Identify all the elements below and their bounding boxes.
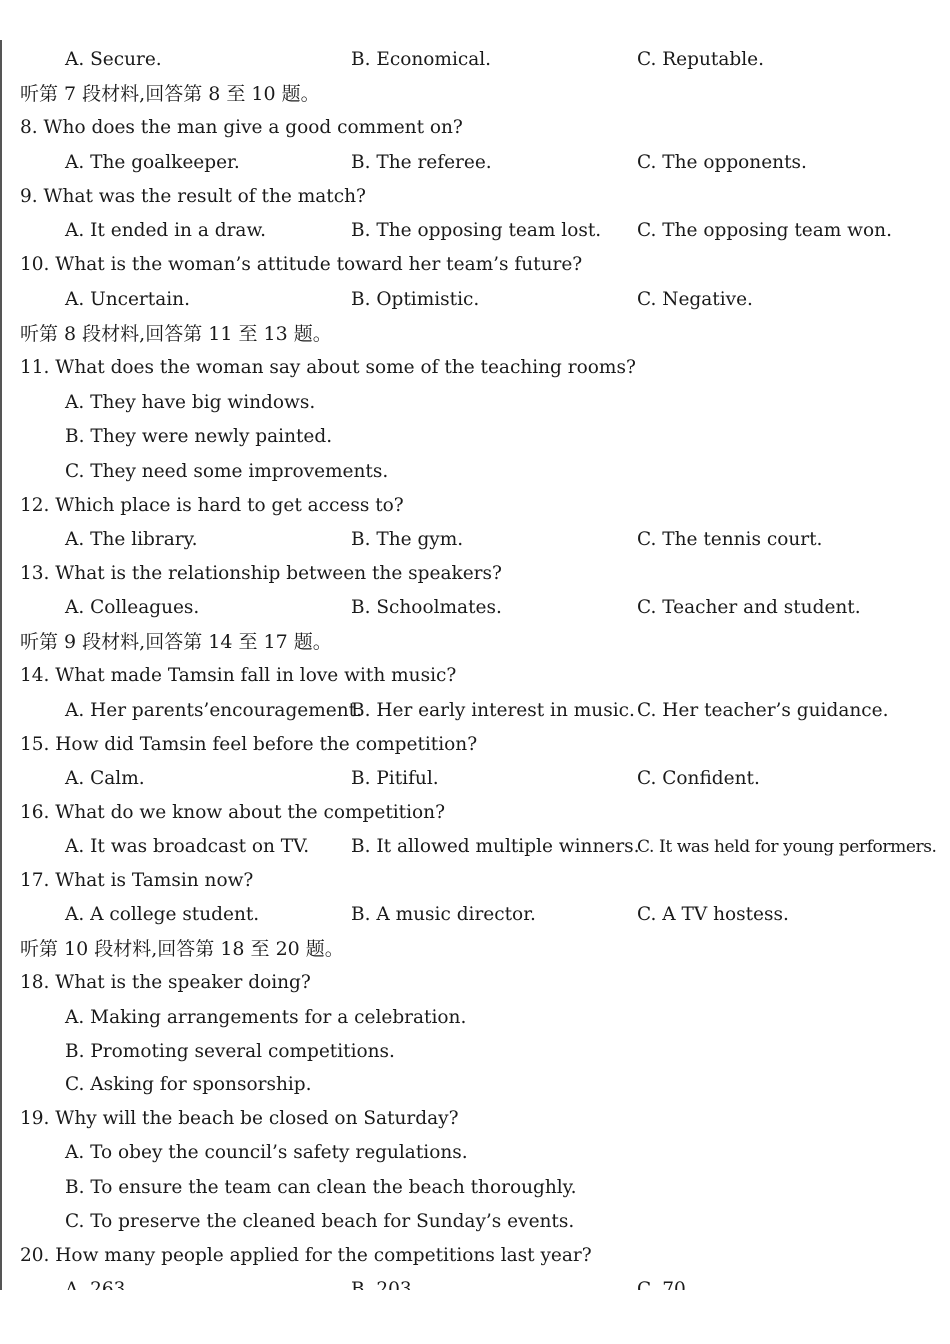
question-14: 14. What made Tamsin fall in love with music? [20, 665, 457, 686]
q7-option-c: C. Reputable. [637, 49, 764, 70]
question-8: 8. Who does the man give a good comment on? [20, 117, 463, 138]
q11-option-b: B. They were newly painted. [65, 426, 333, 447]
q9-option-b: B. The opposing team lost. [351, 220, 602, 241]
q16-option-a: A. It was broadcast on TV. [65, 836, 310, 857]
q18-option-a: A. Making arrangements for a celebration. [65, 1007, 467, 1028]
q18-option-b: B. Promoting several competitions. [65, 1041, 395, 1062]
page-cutoff [0, 1290, 950, 1344]
section-heading-9: 听第 9 段材料,回答第 14 至 17 题。 [20, 631, 332, 653]
question-12: 12. Which place is hard to get access to? [20, 495, 404, 516]
question-10: 10. What is the woman’s attitude toward her team’s future? [20, 254, 583, 275]
q10-option-b: B. Optimistic. [351, 289, 480, 310]
q7-option-b: B. Economical. [351, 49, 492, 70]
section-heading-8: 听第 8 段材料,回答第 11 至 13 题。 [20, 323, 332, 345]
question-15: 15. How did Tamsin feel before the competition? [20, 734, 478, 755]
question-9: 9. What was the result of the match? [20, 186, 366, 207]
q12-option-b: B. The gym. [351, 529, 464, 550]
question-16: 16. What do we know about the competition? [20, 802, 446, 823]
q18-option-c: C. Asking for sponsorship. [65, 1074, 312, 1095]
q13-option-a: A. Colleagues. [65, 597, 200, 618]
q17-option-a: A. A college student. [65, 904, 260, 925]
question-17: 17. What is Tamsin now? [20, 870, 254, 891]
question-20: 20. How many people applied for the competitions last year? [20, 1245, 592, 1266]
q15-option-c: C. Confident. [637, 768, 760, 789]
q17-option-b: B. A music director. [351, 904, 536, 925]
page-edge [0, 40, 2, 1290]
q12-option-c: C. The tennis court. [637, 529, 823, 550]
q9-option-c: C. The opposing team won. [637, 220, 892, 241]
section-heading-10: 听第 10 段材料,回答第 18 至 20 题。 [20, 938, 344, 960]
q10-option-c: C. Negative. [637, 289, 753, 310]
q8-option-a: A. The goalkeeper. [65, 152, 240, 173]
q10-option-a: A. Uncertain. [65, 289, 190, 310]
question-18: 18. What is the speaker doing? [20, 972, 311, 993]
q8-option-b: B. The referee. [351, 152, 492, 173]
q17-option-c: C. A TV hostess. [637, 904, 789, 925]
q19-option-a: A. To obey the council’s safety regulations. [65, 1142, 468, 1163]
section-heading-7: 听第 7 段材料,回答第 8 至 10 题。 [20, 83, 320, 105]
q19-option-b: B. To ensure the team can clean the beach thoroughly. [65, 1177, 577, 1198]
q13-option-c: C. Teacher and student. [637, 597, 861, 618]
q14-option-c: C. Her teacher’s guidance. [637, 700, 889, 721]
q15-option-b: B. Pitiful. [351, 768, 439, 789]
question-19: 19. Why will the beach be closed on Saturday? [20, 1108, 459, 1129]
q15-option-a: A. Calm. [65, 768, 145, 789]
q19-option-c: C. To preserve the cleaned beach for Sunday’s events. [65, 1211, 575, 1232]
q14-option-b: B. Her early interest in music. [351, 700, 635, 721]
q14-option-a: A. Her parents’encouragement. [65, 700, 362, 721]
question-13: 13. What is the relationship between the speakers? [20, 563, 502, 584]
q12-option-a: A. The library. [65, 529, 198, 550]
q9-option-a: A. It ended in a draw. [65, 220, 266, 241]
q13-option-b: B. Schoolmates. [351, 597, 502, 618]
q11-option-c: C. They need some improvements. [65, 461, 389, 482]
q16-option-c: C. It was held for young performers. [637, 837, 937, 857]
q7-option-a: A. Secure. [65, 49, 162, 70]
q8-option-c: C. The opponents. [637, 152, 807, 173]
question-11: 11. What does the woman say about some of the teaching rooms? [20, 357, 636, 378]
q11-option-a: A. They have big windows. [65, 392, 316, 413]
q16-option-b: B. It allowed multiple winners. [351, 836, 640, 857]
